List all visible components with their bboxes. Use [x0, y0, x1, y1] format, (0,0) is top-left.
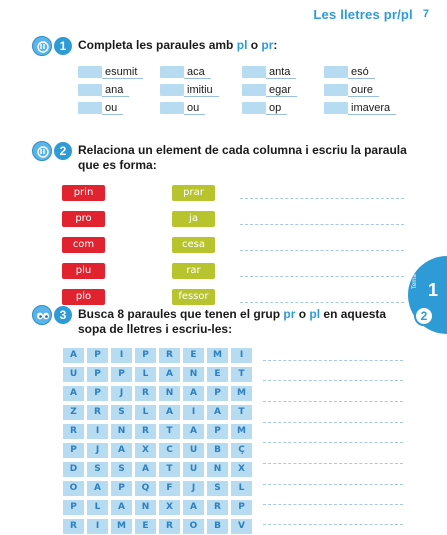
page-title: Les lletres pr/pl	[313, 6, 413, 22]
letter-cell[interactable]: M	[111, 519, 132, 534]
letter-cell[interactable]: A	[159, 367, 180, 382]
letter-cell[interactable]: P	[207, 386, 228, 401]
exercise-instruction: Relaciona un element de cada columna i escriu la paraula que es forma:	[78, 143, 407, 172]
letter-cell[interactable]: P	[207, 424, 228, 439]
letter-cell[interactable]: R	[63, 519, 84, 534]
syllable-right[interactable]: ja	[172, 211, 215, 227]
word-item: imavera	[324, 101, 398, 115]
answer-blank[interactable]	[242, 84, 266, 96]
answer-line[interactable]	[263, 504, 403, 505]
answer-blank[interactable]	[78, 84, 102, 96]
tab-label: Tema	[412, 274, 418, 289]
letter-cell[interactable]: D	[63, 462, 84, 477]
answer-line[interactable]	[263, 360, 403, 361]
letter-cell[interactable]: L	[135, 405, 156, 420]
letter-cell[interactable]: P	[111, 367, 132, 382]
letter-cell[interactable]: A	[111, 443, 132, 458]
letter-cell[interactable]: O	[63, 481, 84, 496]
exercise-number: 2	[54, 142, 72, 160]
letter-cell[interactable]: F	[159, 481, 180, 496]
letter-cell[interactable]: X	[159, 500, 180, 515]
answer-blank[interactable]	[242, 102, 266, 114]
letter-cell[interactable]: P	[87, 386, 108, 401]
word-item: ana	[78, 83, 160, 97]
letter-cell[interactable]: J	[87, 443, 108, 458]
letter-cell[interactable]: A	[183, 500, 204, 515]
letter-cell[interactable]: A	[183, 386, 204, 401]
answer-blank[interactable]	[160, 102, 184, 114]
letter-cell[interactable]: M	[207, 348, 228, 363]
pencil-tool-icon	[32, 36, 52, 56]
answer-blank[interactable]	[324, 102, 348, 114]
letter-cell[interactable]: P	[63, 443, 84, 458]
letter-cell[interactable]: A	[111, 500, 132, 515]
letter-cell[interactable]: P	[231, 500, 252, 515]
letter-cell[interactable]: Q	[135, 481, 156, 496]
letter-cell[interactable]: C	[159, 443, 180, 458]
word-item: egar	[242, 83, 324, 97]
letter-cell[interactable]: S	[87, 462, 108, 477]
syllable-right[interactable]: rar	[172, 263, 215, 279]
letter-cell[interactable]: R	[159, 348, 180, 363]
letter-cell[interactable]: P	[135, 348, 156, 363]
fill-in-words-grid	[78, 65, 398, 115]
letter-cell[interactable]: L	[135, 367, 156, 382]
letter-cell[interactable]: U	[63, 367, 84, 382]
answer-line[interactable]	[263, 401, 403, 402]
letter-cell[interactable]: S	[207, 481, 228, 496]
letter-cell[interactable]: P	[111, 481, 132, 496]
word-search-grid	[63, 348, 254, 534]
letter-cell[interactable]: A	[207, 405, 228, 420]
letter-cell[interactable]: B	[207, 443, 228, 458]
letter-cell[interactable]: J	[111, 386, 132, 401]
word-item: esumit	[78, 65, 160, 79]
syllable-left[interactable]: com	[62, 237, 105, 253]
syllable-left[interactable]: pro	[62, 211, 105, 227]
letter-cell[interactable]: T	[159, 462, 180, 477]
letter-cell[interactable]: A	[135, 462, 156, 477]
unit-number: 1	[428, 280, 439, 300]
letter-cell[interactable]: A	[159, 405, 180, 420]
letter-cell[interactable]: A	[63, 348, 84, 363]
exercise-instruction: Busca 8 paraules que tenen el grup pr o pl en aquesta sopa de lletres i escriu-les:	[78, 307, 387, 336]
letter-cell[interactable]: I	[183, 405, 204, 420]
letter-cell[interactable]: Ç	[231, 443, 252, 458]
letter-cell[interactable]: Z	[63, 405, 84, 420]
letter-cell[interactable]: E	[135, 519, 156, 534]
letter-cell[interactable]: P	[87, 367, 108, 382]
exercise-number: 1	[54, 37, 72, 55]
answer-blank[interactable]	[160, 84, 184, 96]
page-header	[313, 6, 429, 22]
word-item: imitiu	[160, 83, 242, 97]
answer-blank[interactable]	[78, 66, 102, 78]
letter-cell[interactable]: E	[207, 367, 228, 382]
pencil-tool-icon	[32, 141, 52, 161]
letter-cell[interactable]: R	[135, 386, 156, 401]
syllable-right[interactable]: prar	[172, 185, 215, 201]
letter-cell[interactable]: N	[159, 386, 180, 401]
answer-line[interactable]	[263, 442, 403, 443]
letter-cell[interactable]: I	[87, 519, 108, 534]
word-item: esó	[324, 65, 398, 79]
letter-cell[interactable]: U	[183, 462, 204, 477]
letter-cell[interactable]: R	[159, 519, 180, 534]
syllable-right[interactable]: fessor	[172, 289, 215, 305]
word-item: anta	[242, 65, 324, 79]
answer-line[interactable]	[240, 302, 404, 303]
letter-cell[interactable]: N	[111, 424, 132, 439]
letter-cell[interactable]: E	[183, 348, 204, 363]
answer-line[interactable]	[263, 380, 403, 381]
syllable-left[interactable]: plo	[62, 289, 105, 305]
answer-line[interactable]	[263, 484, 403, 485]
letter-cell[interactable]: A	[183, 424, 204, 439]
letter-cell[interactable]: U	[183, 443, 204, 458]
syllable-right[interactable]: cesa	[172, 237, 215, 253]
letter-cell[interactable]: I	[111, 348, 132, 363]
word-item: ou	[160, 101, 242, 115]
syllable-left[interactable]: prin	[62, 185, 105, 201]
letter-cell[interactable]: T	[159, 424, 180, 439]
answer-line[interactable]	[240, 276, 404, 277]
letter-cell[interactable]: P	[63, 500, 84, 515]
answer-line[interactable]	[240, 198, 404, 199]
letter-cell[interactable]: X	[231, 462, 252, 477]
letter-cell[interactable]: N	[135, 500, 156, 515]
letter-cell[interactable]: L	[87, 500, 108, 515]
letter-cell[interactable]: B	[207, 519, 228, 534]
word-item: aca	[160, 65, 242, 79]
word-item: ou	[78, 101, 160, 115]
letter-cell[interactable]: N	[207, 462, 228, 477]
letter-cell[interactable]: I	[87, 424, 108, 439]
answer-line[interactable]	[263, 422, 403, 423]
letter-cell[interactable]: O	[183, 519, 204, 534]
answer-blank[interactable]	[324, 66, 348, 78]
eyes-icon	[32, 305, 52, 325]
letter-cell[interactable]: V	[231, 519, 252, 534]
letter-cell[interactable]: A	[87, 481, 108, 496]
letter-cell[interactable]: R	[87, 405, 108, 420]
letter-cell[interactable]: S	[111, 462, 132, 477]
letter-cell[interactable]: M	[231, 424, 252, 439]
letter-cell[interactable]: R	[63, 424, 84, 439]
letter-cell[interactable]: R	[135, 424, 156, 439]
answer-line[interactable]	[240, 250, 404, 251]
letter-cell[interactable]: X	[135, 443, 156, 458]
answer-blank[interactable]	[324, 84, 348, 96]
letter-cell[interactable]: S	[111, 405, 132, 420]
lesson-number: 2	[414, 306, 434, 326]
exercise-instruction: Completa les paraules amb pl o pr:	[78, 38, 278, 52]
syllable-left[interactable]: plu	[62, 263, 105, 279]
answer-line[interactable]	[263, 463, 403, 464]
letter-cell[interactable]: T	[231, 367, 252, 382]
word-item: op	[242, 101, 324, 115]
word-item: oure	[324, 83, 398, 97]
letter-cell[interactable]: L	[231, 481, 252, 496]
letter-cell[interactable]: P	[87, 348, 108, 363]
letter-cell[interactable]: N	[183, 367, 204, 382]
letter-cell[interactable]: M	[231, 386, 252, 401]
letter-cell[interactable]: R	[207, 500, 228, 515]
answer-blank[interactable]	[160, 66, 184, 78]
answer-blank[interactable]	[78, 102, 102, 114]
letter-cell[interactable]: A	[63, 386, 84, 401]
letter-cell[interactable]: I	[231, 348, 252, 363]
letter-cell[interactable]: J	[183, 481, 204, 496]
page-number: 7	[422, 8, 429, 20]
letter-cell[interactable]: T	[231, 405, 252, 420]
answer-line[interactable]	[263, 524, 403, 525]
answer-line[interactable]	[240, 224, 404, 225]
answer-blank[interactable]	[242, 66, 266, 78]
exercise-number: 3	[54, 306, 72, 324]
